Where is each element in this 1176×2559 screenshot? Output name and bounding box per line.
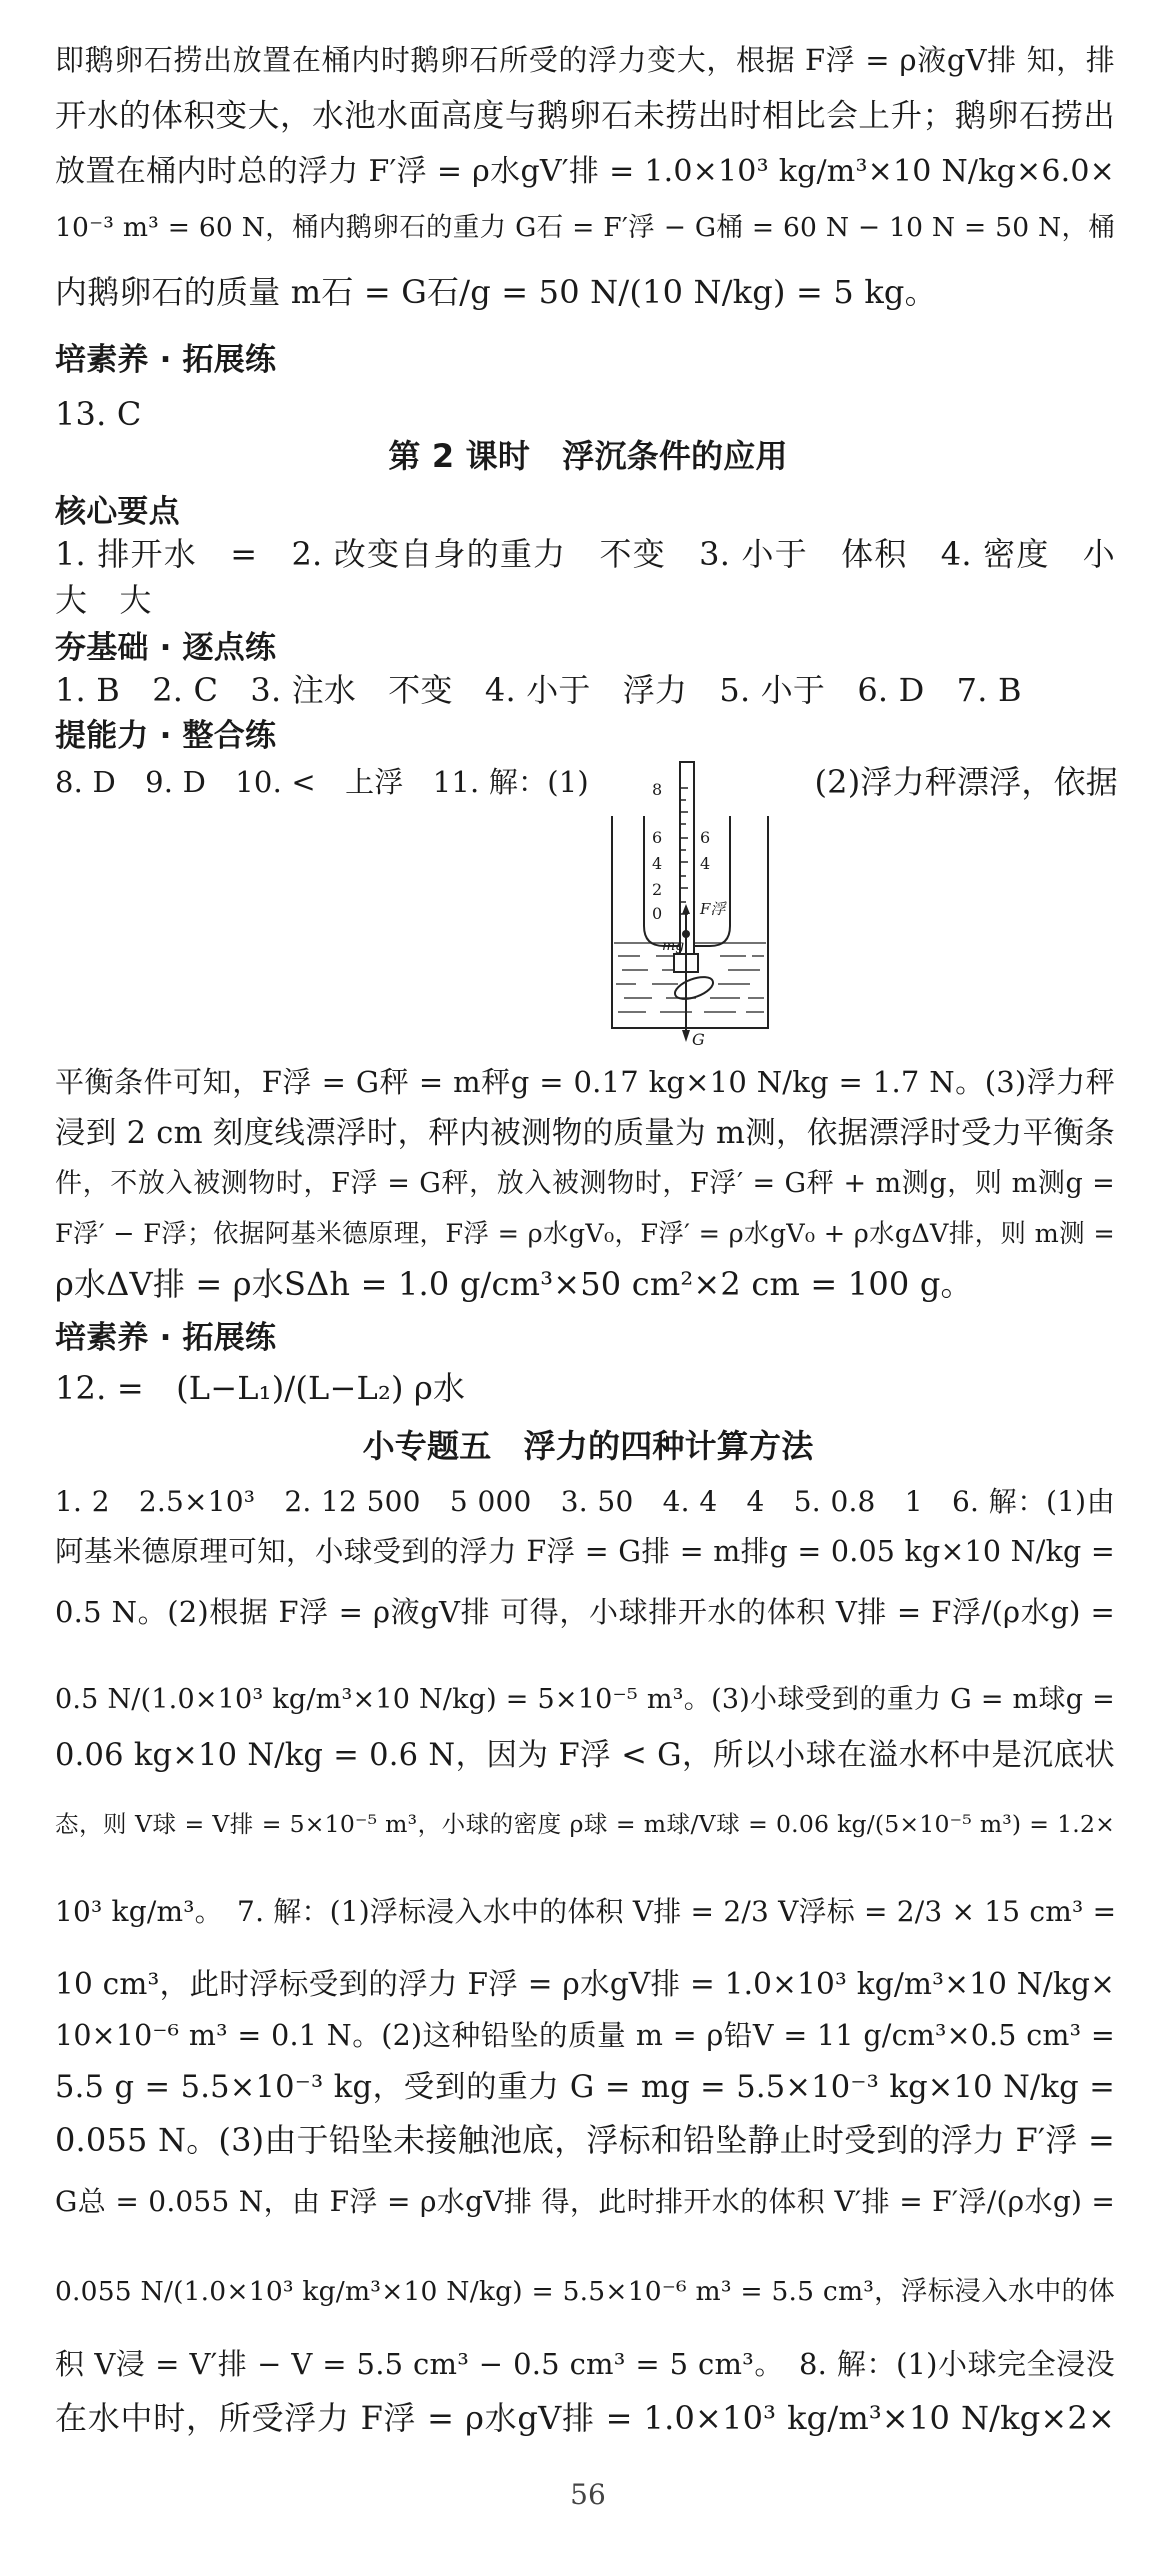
text-line: 平衡条件可知，F浮 = G秤 = m秤g = 0.17 kg×10 N/kg = 1.7 N。(3)浮力秤 (55, 1065, 1115, 1099)
text-line: 放置在桶内时总的浮力 F′浮 = ρ水gV′排 = 1.0×10³ kg/m³×10 N/kg×6.0× (55, 154, 1115, 189)
text-line: 0.06 kg×10 N/kg = 0.6 N，因为 F浮 < G，所以小球在溢水杯中是沉底状 (55, 1738, 1115, 1773)
text-line: 0.5 N/(1.0×10³ kg/m³×10 N/kg) = 5×10⁻⁵ m³。(3)小球受到的重力 G = m球g = (55, 1684, 1115, 1715)
force-label-buoyancy: F浮 (700, 900, 726, 918)
text-line: 10 cm³，此时浮标受到的浮力 F浮 = ρ水gV排 = 1.0×10³ kg/m³×10 N/kg× (55, 1967, 1115, 2001)
text-line: 大 大 (55, 581, 152, 619)
text-line: 12. = (L−L₁)/(L−L₂) ρ水 (55, 1369, 466, 1407)
text-line: ρ水ΔV排 = ρ水SΔh = 1.0 g/cm³×50 cm²×2 cm = 100 g。 (55, 1265, 973, 1303)
text-line: 10×10⁻⁶ m³ = 0.1 N。(2)这种铅坠的质量 m = ρ铅V = 11 g/cm³×0.5 cm³ = (55, 2019, 1115, 2052)
scale-label: 6 (700, 828, 711, 847)
force-label-mg: mg (662, 938, 685, 954)
scale-label: 4 (652, 854, 663, 873)
text-line: 浸到 2 cm 刻度线漂浮时，秤内被测物的质量为 m测，依据漂浮时受力平衡条 (55, 1116, 1115, 1151)
text-line: G总 = 0.055 N，由 F浮 = ρ水gV排 得，此时排开水的体积 V′排 = F′浮/(ρ水g) = (55, 2185, 1115, 2218)
text-line: 5.5 g = 5.5×10⁻³ kg，受到的重力 G = mg = 5.5×10⁻³ kg×10 N/kg = (55, 2070, 1115, 2105)
scale-label: 8 (652, 780, 663, 799)
text-line: 1. 2 2.5×10³ 2. 12 500 5 000 3. 50 4. 4 4 5. 0.8 1 6. 解：(1)由 (55, 1485, 1115, 1518)
text-line: 件，不放入被测物时，F浮 = G秤，放入被测物时，F浮′ = G秤 + m测g，则 m测g = (55, 1168, 1115, 1199)
section-heading: 培素养 · 拓展练 (55, 1320, 277, 1356)
text-line: 0.5 N。(2)根据 F浮 = ρ液gV排 可得，小球排开水的体积 V排 = F浮/(ρ水g) = (55, 1595, 1115, 1629)
text-line: 在水中时，所受浮力 F浮 = ρ水gV排 = 1.0×10³ kg/m³×10 N/kg×2× (55, 2399, 1115, 2437)
section-heading: 夯基础 · 逐点练 (55, 630, 277, 666)
text-line: 0.055 N/(1.0×10³ kg/m³×10 N/kg) = 5.5×10⁻⁶ m³ = 5.5 cm³，浮标浸入水中的体 (55, 2276, 1115, 2307)
text-line: 10⁻³ m³ = 60 N，桶内鹅卵石的重力 G石 = F′浮 − G桶 = 60 N − 10 N = 50 N，桶 (55, 212, 1115, 243)
text-line: 1. B 2. C 3. 注水 不变 4. 小于 浮力 5. 小于 6. D 7. B (55, 671, 1022, 709)
text-line: 开水的体积变大，水池水面高度与鹅卵石未捞出时相比会上升；鹅卵石捞出 (55, 98, 1115, 134)
floating-scale-figure (600, 758, 775, 1050)
text-line: 即鹅卵石捞出放置在桶内时鹅卵石所受的浮力变大，根据 F浮 = ρ液gV排 知，排 (55, 43, 1115, 77)
page-number: 56 (570, 2478, 606, 2511)
text-line: 0.055 N。(3)由于铅坠未接触池底，浮标和铅坠静止时受到的浮力 F′浮 = (55, 2121, 1115, 2159)
text-line: 13. C (55, 395, 142, 433)
scale-label: 6 (652, 828, 663, 847)
text-line: 阿基米德原理可知，小球受到的浮力 F浮 = G排 = m排g = 0.05 kg×10 N/kg = (55, 1535, 1115, 1568)
force-label-g: G (692, 1030, 705, 1049)
text-line: (2)浮力秤漂浮，依据 (814, 763, 1118, 801)
topic-title: 小专题五 浮力的四种计算方法 (362, 1427, 814, 1465)
text-line: 1. 排开水 = 2. 改变自身的重力 不变 3. 小于 体积 4. 密度 小 (55, 535, 1115, 573)
text-line: 态，则 V球 = V排 = 5×10⁻⁵ m³，小球的密度 ρ球 = m球/V球 = 0.06 kg/(5×10⁻⁵ m³) = 1.2× (55, 1810, 1115, 1838)
section-heading: 提能力 · 整合练 (55, 718, 277, 754)
lesson-title: 第 2 课时 浮沉条件的应用 (388, 437, 788, 475)
scale-label: 2 (652, 880, 663, 899)
scale-label: 4 (700, 854, 711, 873)
text-line: 8. D 9. D 10. < 上浮 11. 解：(1) (55, 765, 589, 799)
text-line: 内鹅卵石的质量 m石 = G石/g = 50 N/(10 N/kg) = 5 kg。 (55, 273, 937, 311)
text-line: 10³ kg/m³。 7. 解：(1)浮标浸入水中的体积 V排 = 2/3 V浮标 = 2/3 × 15 cm³ = (55, 1895, 1117, 1928)
text-line: 积 V浸 = V′排 − V = 5.5 cm³ − 0.5 cm³ = 5 cm³。 8. 解：(1)小球完全浸没 (55, 2347, 1115, 2381)
section-heading: 培素养 · 拓展练 (55, 342, 277, 378)
scale-label: 0 (652, 904, 663, 923)
section-heading: 核心要点 (55, 494, 180, 530)
text-line: F浮′ − F浮；依据阿基米德原理，F浮 = ρ水gV₀，F浮′ = ρ水gV₀ + ρ水gΔV排，则 m测 = (55, 1219, 1115, 1249)
